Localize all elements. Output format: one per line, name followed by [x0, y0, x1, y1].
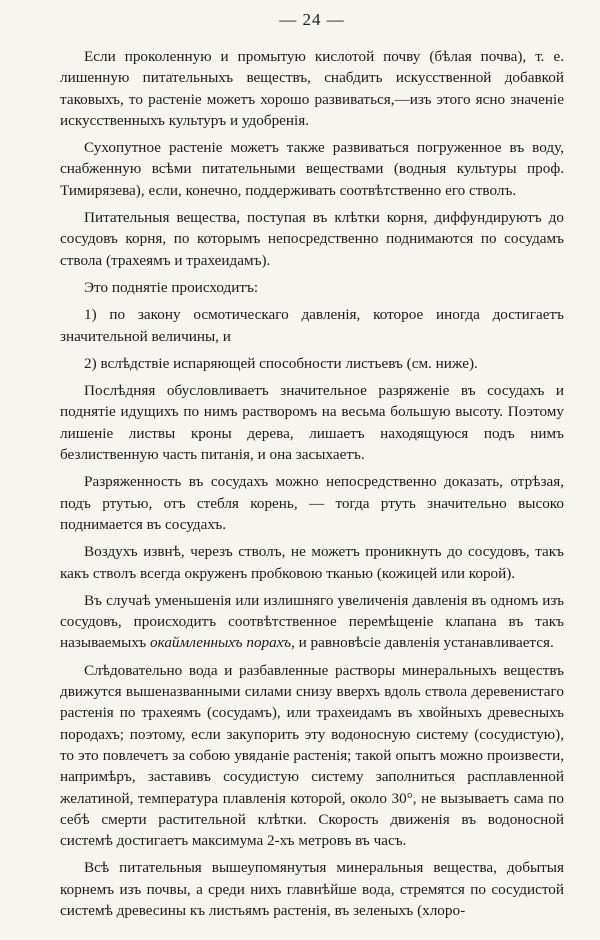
page-number: — 24 —: [279, 10, 345, 29]
paragraph-8-end: , и равновѣсіе давленія устанавливается.: [290, 634, 554, 652]
paragraph-8-start: Въ случаѣ уменьшенія или излишняго увеличенія давленія въ одномъ изъ сосудовъ, происходитъ соотвѣтственное перемѣщеніе клапана въ такъ называемыхъ: [60, 591, 564, 652]
paragraph-7: Воздухъ извнѣ, черезъ стволъ, не можетъ проникнуть до сосудовъ, такъ какъ стволъ всегда окруженъ пробковою тканью (кожицей или корой).: [60, 543, 564, 582]
paragraph-4: Это поднятіе происходитъ:: [84, 278, 259, 296]
paragraph-8: [60, 590, 564, 654]
paragraph-10: Всѣ питательныя вышеупомянутыя минеральныя вещества, добытыя корнемъ изъ почвы, а среди нихъ главнѣйше вода, стремятся по сосудистой системѣ древесины къ листьямъ растенія, въ зеленыхъ (хлоро-: [60, 859, 564, 919]
list-item-2: 2) вслѣдствіе испаряющей способности листьевъ (см. ниже).: [84, 354, 478, 372]
list-item-1: 1) по закону осмотическаго давленія, которое иногда достигаетъ значительной величины, и: [60, 306, 564, 345]
paragraph-3: Питательныя вещества, поступая въ клѣтки корня, диффундируютъ до сосудовъ корня, по которымъ непосредственно поднимаются по сосудамъ ствола (трахеямъ и трахеидамъ).: [60, 209, 564, 269]
paragraph-9: Слѣдовательно вода и разбавленные растворы минеральныхъ веществъ движутся вышеназванными силами снизу вверхъ вдоль ствола деревенистаго растенія по трахеямъ (сосудамъ), или трахеидамъ въ хвойныхъ древесныхъ породахъ; поэтому, если закупорить эту водоносную систему (сосудистую), то это повлечетъ за собою увяданіе растенія; такой опытъ можно произвести, напримѣръ, заставивъ сосудистую систему заполниться расплавленной желатиной, температура плавленія которой, около 30°, не вызываетъ сама по себѣ смерти растительной клѣтки. Скорость движенія въ водоносной системѣ достигаетъ максимума 2-хъ метровъ въ часъ.: [60, 661, 564, 850]
paragraph-1: Если проколенную и промытую кислотой почву (бѣлая почва), т. е. лишенную питательныхъ веществъ, снабдить искусственной добавкой таковыхъ, то растеніе можетъ хорошо развиваться,—изъ этого ясно значеніе искусственныхъ культуръ и удобренія.: [60, 48, 564, 129]
paragraph-6: Разряженность въ сосудахъ можно непосредственно доказать, отрѣзая, подъ ртутью, отъ стебля корень, — тогда ртуть значительно высоко поднимается въ сосудахъ.: [60, 473, 564, 533]
italic-term: окаймленныхъ порахъ: [150, 634, 291, 652]
paragraph-2: Сухопутное растеніе можетъ также развиваться погруженное въ воду, снабженную всѣми питательными веществами (водныя культуры проф. Тимирязева), если, конечно, поддерживать соотвѣтственно его стволъ.: [60, 139, 564, 199]
paragraph-5: Послѣдняя обусловливаетъ значительное разряженіе въ сосудахъ и поднятіе идущихъ по нимъ растворомъ на весьма большую высоту. Поэтому лишеніе листвы кроны дерева, лишаетъ находящуюся подъ нимъ безлиственную часть питанія, и она засыхаетъ.: [60, 382, 564, 464]
